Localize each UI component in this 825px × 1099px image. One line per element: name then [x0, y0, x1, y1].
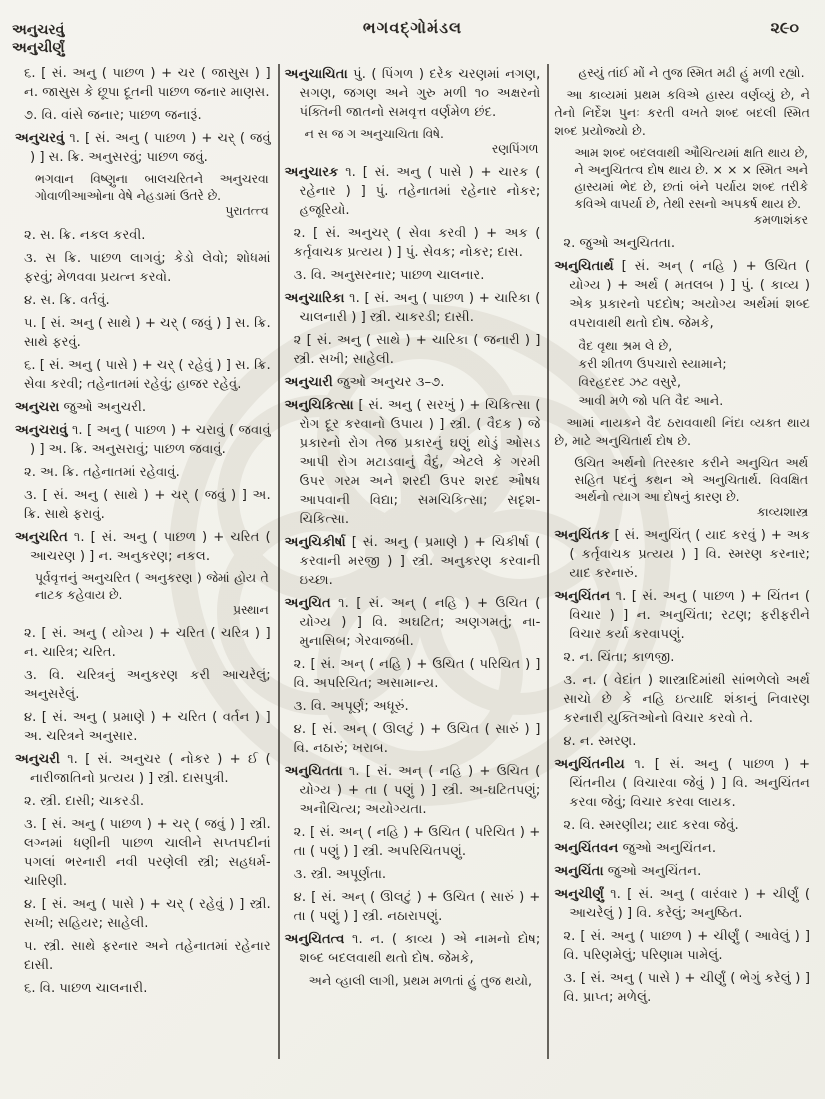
sense-definition: ૩. સ્ત્રી. અપૂર્ણતા. [293, 867, 387, 883]
dictionary-entry: અનુચિંતન ૧. [ સં. અનુ ( પાછળ ) + ચિંતન ( વિચાર ) ] ન. અનુચિંતા; રટણ; ફરીફરીને વિચાર કર્યા કરવાપણું. [554, 589, 811, 643]
sense-definition: ૩. [ સં. અનુ ( સાથે ) + ચર્ ( જવું ) ] અ. ક્રિ. સાથે ફરાવું. [24, 487, 271, 522]
dictionary-entry: અનુચારિકા ૧. [ સં. અનુ ( પાછળ ) + ચારિકા ( ચાલનારી ) ] સ્ત્રી. ચાકરડી; દાસી. [284, 291, 541, 326]
sense-definition: ૨. [ સં. અન્ ( નહિ ) + ઉચિત ( પરિચિત ) + તા ( પણું ) ] સ્ત્રી. અપરિચિતપણું. [293, 825, 541, 860]
headword: અનુચરા [15, 399, 60, 415]
commentary-paragraph: આમાં નાયકને વૈદ ઠરાવવાથી નિંદા વ્યક્ત થાય છે, માટે અનુચિતાર્થ દોષ છે. [554, 414, 811, 448]
headword: અનુચિંતા [554, 864, 604, 880]
quote-line: આમ શબ્દ બદલવાથી ઔચિત્યમાં ક્ષતિ થાય છે, ને અનુચિતત્વ દોષ થાય છે. × × × સ્મિત અને હાસ્યમાં ભેદ છે, છતાં બંને પર્યાય શબ્દ તરીકે કવિએ વાપર્યા છે, તેથી રસનો અપકર્ષ થાય છે. [574, 145, 809, 212]
quote-source: પ્રસ્થાન [232, 603, 269, 618]
headword: અનુચિકિત્સા [284, 398, 354, 414]
dictionary-entry: અનુચિકીર્ષા [ સં. અનુ ( પ્રમાણે ) + ચિકીર્ષા ( કરવાની મરજી ) ] સ્ત્રી. અનુકરણ કરવાની ઇચ્છા. [284, 535, 541, 589]
dictionary-entry: અનુચિંતવન જુઓ અનુચિંતન. [554, 841, 717, 857]
text-columns [10, 62, 817, 1085]
headword: અનુચરિત [15, 529, 68, 545]
dictionary-entry: અનુચિતાર્થ [ સં. અન્ ( નહિ ) + ઉચિત ( યોગ્ય ) + અર્થ ( મતલબ ) ] પું. ( કાવ્ય ) એક પ્રકારનો પદદોષ; અયોગ્ય અર્થમાં શબ્દ વપરાવાથી થતો દોષ. જેમકે, [554, 258, 811, 331]
headword: અનુચિકીર્ષા [284, 535, 346, 551]
sense-definition: ૩. સ ક્રિ. પાછળ લાગવું; કેડો લેવો; શોધમાં ફરવું; મેળવવા પ્રયત્ન કરવો. [24, 250, 271, 285]
sense-definition: ૨. વિ. સ્મરણીય; યાદ કરવા જેવું. [563, 818, 739, 834]
page-number: ૨૯૦ [770, 18, 799, 37]
sense-definition: ૨ [ સં. અનુ ( સાથે ) + ચારિકા ( જનારી ) ] સ્ત્રી. સખી; સાહેલી. [293, 333, 541, 368]
quote-line: ન સ જ ગ અનુચાચિતા વિષે. [304, 127, 444, 141]
headword: અનુચરાવું [15, 422, 68, 438]
sense-definition: ૬. [ સં. અનુ ( પાછળ ) + ચર ( જાસુસ ) ] ન. જાસુસ કે છૂપા દૂતની પાછળ જનાર માણસ. [24, 66, 271, 100]
headword: અનુચારી [284, 375, 333, 391]
sense-definition: ૪. [ સં. અનુ ( પાસે ) + ચર્ ( રહેવું ) ] સ્ત્રી. સખી; સહિયર; સાહેલી. [24, 897, 271, 932]
verse-line: અને વ્હાલી લાગી, પ્રથમ મળતાં હું તુજ થયો, [308, 973, 532, 989]
column-divider-right [547, 64, 549, 1059]
quotation [574, 145, 808, 229]
sense-definition: ૨. [ સં. અન્ ( નહિ ) + ઉચિત ( પરિચિત ) ] વિ. અપરિચિત; અસામાન્ય. [293, 657, 541, 692]
sense-definition: ૨. સ્ત્રી. દાસી; ચાકરડી. [24, 794, 145, 810]
dictionary-entry: અનુચિંતનીય ૧. [ સં. અનુ ( પાછળ ) + ચિંતનીય ( વિચારવા જેવું ) ] વિ. અનુચિંતન કરવા જેવું; વિચાર કરવા લાયક. [554, 757, 811, 811]
dictionary-entry: અનુચીર્ણું ૧. [ સં. અનુ ( વારંવાર ) + ચીર્ણું ( આચરેલું ) ] વિ. કરેલું; અનુષ્ઠિત. [554, 887, 811, 922]
dictionary-entry: અનુચરી ૧. [ સં. અનુચર ( નોકર ) + ઈ ( નારીજાતિનો પ્રત્યય ) ] સ્ત્રી. દાસપુત્રી. [15, 752, 271, 787]
dictionary-entry: અનુચિંતા જુઓ અનુચિંતન. [554, 864, 702, 880]
headword: અનુચરવું [15, 131, 65, 146]
dictionary-entry: અનુચિતતા ૧. [ સં. અન્ ( નહિ ) + ઉચિત ( યોગ્ય ) + તા ( પણું ) ] સ્ત્રી. અ-ઘટિતપણું; અનૌચિત્ય; અયોગ્યતા. [284, 764, 541, 818]
sense-definition: ૫. [ સં. અનુ ( સાથે ) + ચર્ ( જવું ) ] સ. ક્રિ. સાથે ફરવું. [24, 315, 271, 350]
sense-definition: ૪. [ સં. અન્ ( ઊલટું ) + ઉચિત ( સારું ) + તા ( પણું ) ] સ્ત્રી. નઠારાપણું. [293, 890, 541, 925]
headword: અનુચારક [284, 165, 339, 181]
verse-line: વૈદ વૃથા શ્રમ લે છે, [578, 337, 673, 353]
dictionary-entry: અનુચિકિત્સા [ સં. અનુ ( સરખું ) + ચિકિત્સા ( રોગ દૂર કરવાનો ઉપાય ) ] સ્ત્રી. ( વૈદક ) જે પ્રકારનો રોગ તેજ પ્રકારનું ઘણું થોડું ઓસડ આપી રોગ મટાડવાનું વૈદું, એટલે કે ગરમી ઉપર ગરમ અને શરદી ઉપર શરદ ઔષધ આપવાની વિદ્યા; સમચિકિત્સા; સદૃશ-ચિકિત્સા. [284, 398, 541, 528]
quotation [574, 455, 808, 522]
sense-definition: ૩. [ સં. અનુ ( પાસે ) + ચીર્ણું ( ભેગું કરેલું ) ] વિ. પ્રાપ્ત; મળેલું. [563, 971, 811, 1006]
dictionary-entry: અનુચિત ૧. [ સં. અન્ ( નહિ ) + ઉચિત ( યોગ્ય ) ] વિ. અઘટિત; અણગમતું; ના-મુનાસિબ; ગેરવાજબી. [284, 596, 541, 650]
sense-definition: ૨. જુઓ અનુચિતતા. [563, 235, 676, 251]
sense-definition: ૩. વિ. અપૂર્ણ; અધૂરું. [293, 699, 409, 715]
catchword-first: અનુચરવું [12, 22, 65, 38]
column-1 [10, 62, 278, 1085]
headword: અનુચિતાર્થ [554, 258, 614, 274]
sense-definition: ૩. વિ. ચરિત્રનું અનુકરણ કરી આચરેલું; અનુસરેલું. [24, 668, 271, 703]
verse-line: વિરહદરદ ઝટ વસુરે, [578, 374, 682, 390]
catchword-last: અનુચીર્ણું [12, 39, 65, 56]
dictionary-entry: અનુચારી જુઓ અનુચર ૩–૭. [284, 375, 445, 391]
sense-definition: ૪. [ સં. અનુ ( પ્રમાણે ) + ચરિત ( વર્તન ) ] અ. ચરિત્રને અનુસાર. [24, 710, 271, 745]
headword: અનુચારિકા [284, 291, 345, 307]
quote-source: કમળાશંકર [753, 212, 809, 227]
headword: અનુચિતતા [284, 764, 343, 780]
headword: અનુચાચિતા [284, 67, 348, 82]
column-divider-left [278, 64, 280, 1059]
verse [578, 337, 810, 410]
quote-source: કાવ્યશાસ્ત્ર [756, 505, 809, 520]
sense-definition: ૪. [ સં. અન્ ( ઊલટું ) + ઉચિત ( સારું ) ] વિ. નઠારું; ખરાબ. [293, 722, 541, 757]
quote-line: ભગવાન વિષ્ણુના બાલચરિતને અનુચરવા ગોવાળીઆઓના વેષે નેહડામાં ઉતરે છે. [35, 172, 269, 204]
commentary-paragraph: આ કાવ્યમાં પ્રથમ કવિએ હાસ્ય વર્ણવ્યું છે, ને તેનો નિર્દેશ પુનઃ કરતી વખતે શબ્દ બદલી સ્મિત શબ્દ પ્રયોજ્યો છે. [554, 87, 811, 138]
headword: અનુચિંતન [554, 589, 611, 605]
verse [578, 64, 810, 82]
sense-definition: ૬. વિ. પાછળ ચાલનારી. [24, 981, 148, 997]
headword: અનુચિત [284, 596, 331, 612]
dictionary-entry: અનુચાચિતા પું. ( પિંગળ ) દરેક ચરણમાં નગણ, સગણ, જગણ અને ગુરુ મળી ૧૦ અક્ષરનો પંક્તિની જાતનો સમવૃત્ત વર્ણમેળ છંદ. [284, 67, 541, 120]
verse-line: હસ્યું તાંઈ મોં ને તુજ સ્મિત મઢી હું મળી રહ્યો. [578, 65, 805, 80]
headword: અનુચિંતનીય [554, 757, 625, 773]
dictionary-entry: અનુચિતત્વ ૧. ન. ( કાવ્ય ) એ નામનો દોષ; શબ્દ બદલવાથી થતો દોષ. જેમકે, [284, 932, 541, 967]
dictionary-entry: અનુચરવું ૧. [ સં. અનુ ( પાછળ ) + ચર્ ( જવું ) ] સ. ક્રિ. અનુસરવું; પાછળ જવું. [15, 131, 271, 165]
quotation [305, 126, 539, 158]
quotation [35, 171, 269, 221]
dictionary-entry: અનુચારક ૧. [ સં. અનુ ( પાસે ) + ચારક ( રહેનાર ) ] પું. તહેનાતમાં રહેનાર નોકર; હજૂરિયો. [284, 165, 541, 219]
dictionary-entry: અનુચિંતક [ સં. અનુચિંત્ ( યાદ કરવું ) + અક ( કર્તૃવાચક પ્રત્યય ) ] વિ. સ્મરણ કરનાર; યાદ કરનારું. [554, 528, 811, 582]
quote-line: ઉચિત અર્થનો તિરસ્કાર કરીને અનુચિત અર્થ સહિત પદનું કથન એ અનુચિતાર્થ. વિવક્ષિત અર્થનો ત્યાગ આ દોષનું કારણ છે. [574, 455, 809, 505]
headword: અનુચિતત્વ [284, 932, 345, 948]
verse-line: આવી મળે જો પતિ વૈદ આને. [578, 392, 724, 408]
dictionary-entry: અનુચરા જુઓ અનુચરી. [15, 399, 147, 415]
quote-source: રણપિંગળ [491, 142, 539, 157]
dictionary-entry: અનુચરાવું ૧. [ અનુ ( પાછળ ) + ચરાવું ( જવાવું ) ] અ. ક્રિ. અનુસરાવું; પાછળ જવાવું. [15, 422, 271, 457]
column-2 [280, 62, 548, 1085]
sense-definition: ૨. સ. ક્રિ. નકલ કરવી. [24, 227, 146, 243]
sense-definition: ૨. [ સં. અનુચર્ ( સેવા કરવી ) + અક ( કર્તૃવાચક પ્રત્યય ) ] પું. સેવક; નોકર; દાસ. [293, 226, 541, 261]
sense-definition: ૨. [ સં. અનુ ( યોગ્ય ) + ચરિત ( ચરિત્ર ) ] ન. ચારિત્ર; ચરિત. [24, 626, 271, 661]
page-title: ભગવદ્ગોમંડલ [362, 18, 463, 37]
headword: અનુચિંતવન [554, 841, 619, 857]
verse [309, 972, 541, 990]
sense-definition: ૨. અ. ક્રિ. તહેનાતમાં રહેવાવું. [24, 464, 180, 480]
headword: અનુચરી [15, 752, 60, 768]
quotation [35, 570, 269, 620]
sense-definition: ૨. [ સં. અનુ ( પાછળ ) + ચીર્ણું ( આવેલું ) ] વિ. પરિણમેલું; પરિણામ પામેલું. [563, 929, 811, 964]
page-header [0, 14, 825, 60]
sense-definition: ૩. ન. ( વેદાંત ) શાસ્ત્રાદિમાંથી સાંભળેલો અર્થ સાચો છે કે નહિ ઇત્યાદિ શંકાનું નિવારણ કરનારી યુક્તિઓનો વિચાર કરવો તે. [563, 673, 811, 727]
column-3 [549, 62, 817, 1085]
sense-definition: ૩. વિ. અનુસરનાર; પાછળ ચાલનાર. [293, 268, 485, 284]
sense-definition: ૪. સ. ક્રિ. વર્તવું. [24, 292, 110, 308]
sense-definition: ૭. વિ. વાંસે જનાર; પાછળ જનારૂં. [24, 108, 202, 123]
dictionary-entry: અનુચરિત ૧. [ સં. અનુ ( પાછળ ) + ચરિત ( આચરણ ) ] ન. અનુકરણ; નકલ. [15, 529, 271, 564]
verse-line: કરી શીતળ ઉપચારો સ્યામાને; [578, 356, 727, 372]
headword: અનુચીર્ણું [554, 887, 604, 903]
quote-line: પૂર્વવૃત્તનું અનુચરિત ( અનુકરણ ) જેમાં હોય તે નાટક કહેવાય છે. [35, 570, 269, 602]
sense-definition: ૫. સ્ત્રી. સાથે ફરનાર અને તહેનાતમાં રહેનાર દાસી. [24, 939, 271, 974]
sense-definition: ૨. ન. ચિંતા; કાળજી. [563, 650, 675, 666]
headword: અનુચિંતક [554, 528, 610, 544]
sense-definition: ૩. [ સં. અનુ ( પાછળ ) + ચર્ ( જવું ) ] સ્ત્રી. લગ્નમાં ધણીની પાછળ ચાલીને સપ્તપદીનાં પગલાં ભરનારી નવી પરણેલી સ્ત્રી; સહધર્મ-ચારિણી. [24, 817, 271, 890]
sense-definition: ૬. [ સં. અનુ ( પાસે ) + ચર્ ( રહેવું ) ] સ. ક્રિ. સેવા કરવી; તહેનાતમાં રહેવું; હાજર રહેવું. [24, 357, 271, 392]
quote-source: પુરાતત્ત્વ [225, 204, 269, 219]
sense-definition: ૪. ન. સ્મરણ. [563, 734, 637, 750]
